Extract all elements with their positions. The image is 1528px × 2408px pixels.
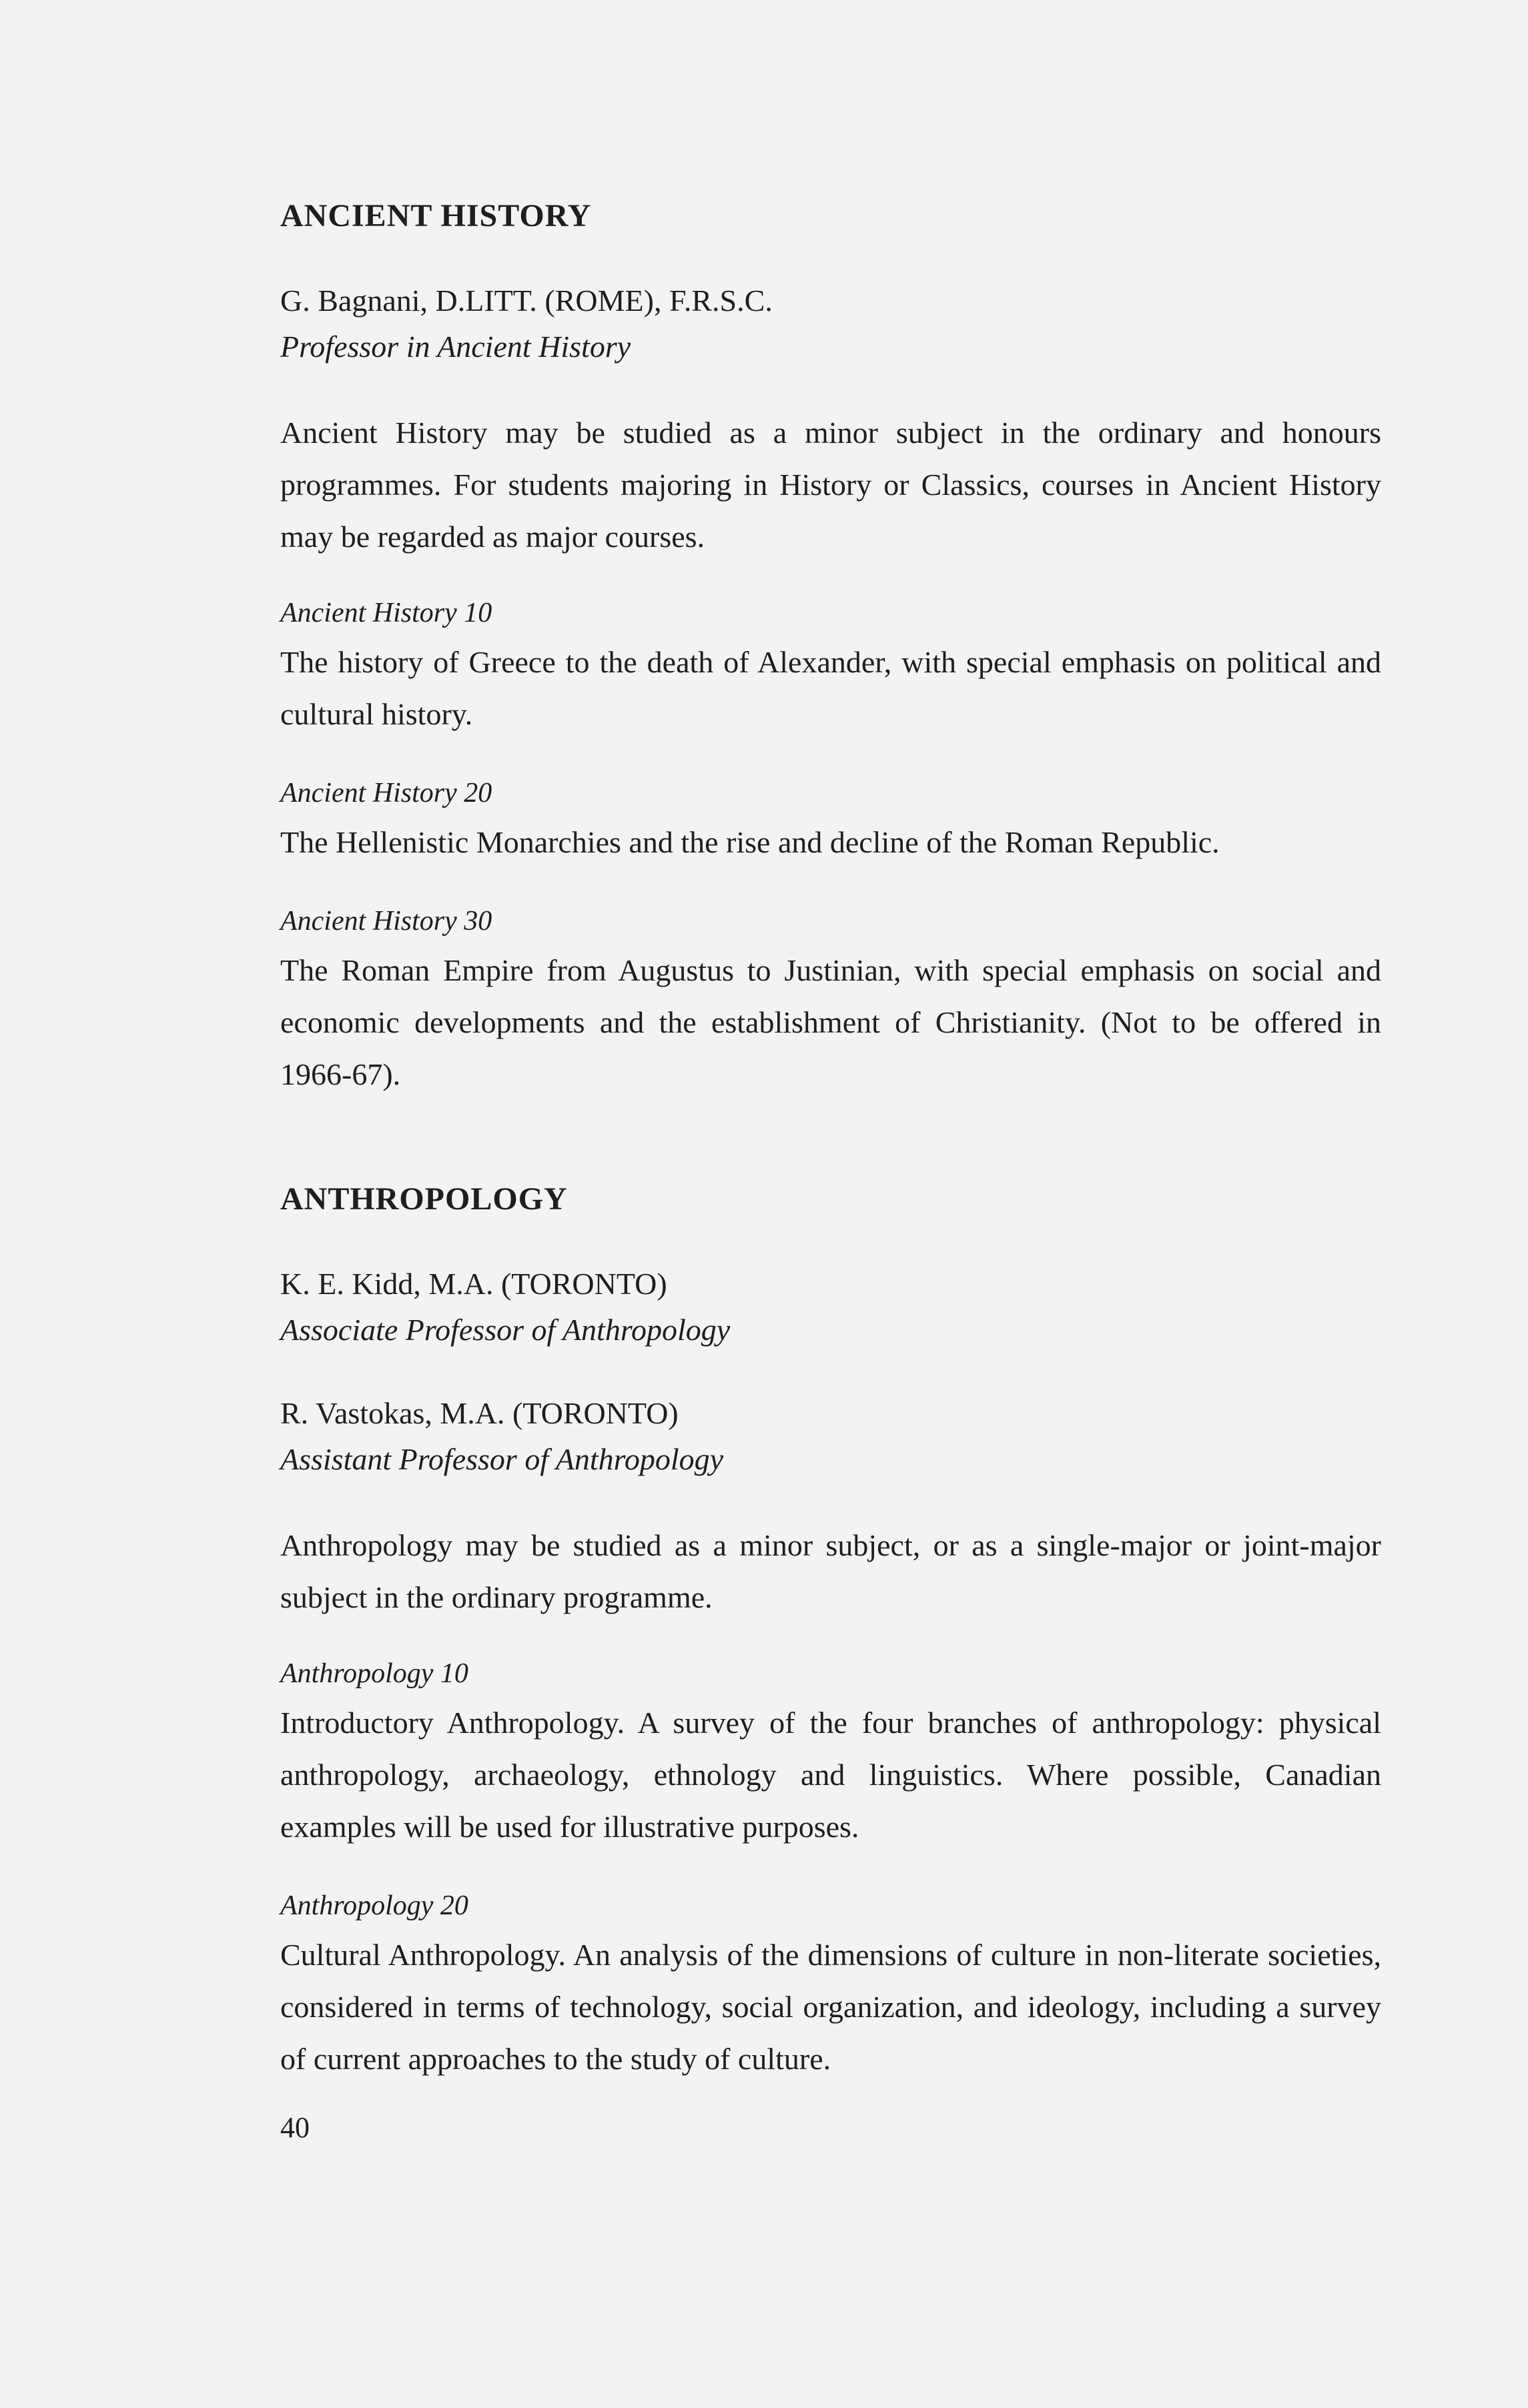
page-number: 40 [280,2111,310,2144]
course-entry [280,590,1381,740]
section-intro: Ancient History may be studied as a minor subject in the ordinary and honours programmes. For students majoring in History or Classics, courses in Ancient History may be regarded as major courses. [280,416,1381,554]
section-intro: Anthropology may be studied as a minor subject, or as a single-major or joint-major subject in the ordinary programme. [280,1528,1381,1614]
course-code: Ancient History 20 [280,778,492,808]
faculty-entry [280,277,1381,370]
faculty-entry [280,1390,1381,1482]
page-content [280,193,1381,2115]
course-code: Anthropology 10 [280,1658,468,1689]
course-code: Anthropology 20 [280,1890,468,1921]
faculty-title: Assistant Professor of Anthropology [280,1442,724,1476]
faculty-title: Associate Professor of Anthropology [280,1313,731,1347]
section-spacer [280,1130,1381,1177]
faculty-entry [280,1261,1381,1353]
course-entry [280,1650,1381,1853]
section-anthropology [280,1177,1381,2085]
section-heading: ANTHROPOLOGY [280,1181,568,1217]
faculty-name: R. Vastokas, M.A. (TORONTO) [280,1396,679,1430]
course-entry [280,770,1381,868]
faculty-title: Professor in Ancient History [280,330,631,364]
course-entry [280,898,1381,1101]
course-description: The Roman Empire from Augustus to Justinian, with special emphasis on social and economic developments and the establishment of Christianity. (Not to be offered in 1966-67). [280,953,1381,1091]
section-heading: ANCIENT HISTORY [280,198,592,233]
faculty-name: K. E. Kidd, M.A. (TORONTO) [280,1267,667,1301]
course-description: The history of Greece to the death of Alexander, with special emphasis on political and cultural history. [280,645,1381,731]
faculty-name: G. Bagnani, D.LITT. (ROME), F.R.S.C. [280,283,773,318]
course-code: Ancient History 30 [280,906,492,937]
course-code: Ancient History 10 [280,598,492,628]
course-description: Cultural Anthropology. An analysis of the dimensions of culture in non-literate societies, considered in terms of technology, social organization, and ideology, including a survey of current approaches to the study of culture. [280,1938,1381,2076]
course-entry [280,1882,1381,2085]
course-description: Introductory Anthropology. A survey of the four branches of anthropology: physical anthropology, archaeology, ethnology and linguistics. Where possible, Canadian examples will be used for illustrative purposes. [280,1706,1381,1844]
course-description: The Hellenistic Monarchies and the rise and decline of the Roman Republic. [280,825,1220,859]
section-ancient-history [280,193,1381,1101]
